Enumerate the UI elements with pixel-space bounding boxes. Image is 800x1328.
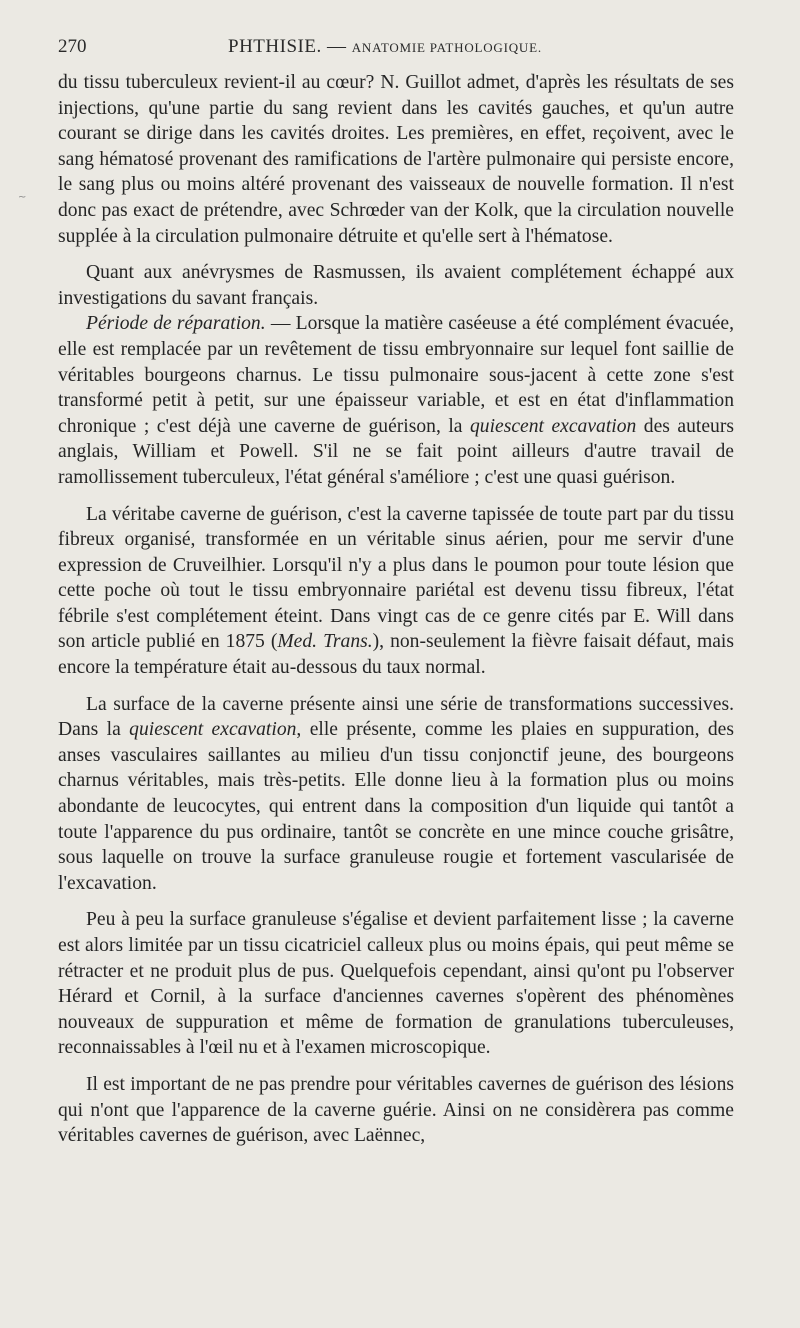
- emphasis-quiescent-excavation: quiescent excavation: [469, 415, 637, 437]
- paragraph-important: Il est important de ne pas prendre pour véritables cavernes de guérison des lésions qui n'ont que l'apparence de la caverne guérie. Ainsi on ne considèrera pas comme véritables cavernes de guérison, avec Laënnec,: [58, 1073, 734, 1147]
- paragraph-surface: [58, 692, 734, 897]
- paragraph-caverne-guerison: [58, 502, 734, 681]
- paragraph-caverne-text-a: La véritabe caverne de guérison, c'est la caverne tapissée de toute part par du tissu fibreux organisé, transformée en un véritable sinus aérien, pour me servir d'une expression de Cruveilhier. Lorsqu'il n'y a plus dans le poumon pour toute lésion que cette poche où tout le tissu embryonnaire pariétal est devenu tissu fibreux, l'état fébrile s'est complétement éteint. Dans vingt cas de ce genre cités par E. Will dans son article publié en 1875 (: [58, 503, 734, 653]
- page-number: 270: [58, 36, 87, 57]
- paragraph-surface-text-b: , elle présente, comme les plaies en suppuration, des anses vasculaires saillantes au milieu d'un tissu conjonctif jeune, des bourgeons charnus véritables, mais très-petits. Elle donne lieu à la formation plus ou moins abondante de leucocytes, qui entrent dans la composition d'un liquide qui tantôt a toute l'apparence du pus ordinaire, tantôt se concrète en une mince couche grisâtre, sous laquelle on trouve la surface granuleuse rougie et fortement vascularisée de l'excavation.: [58, 719, 734, 894]
- margin-speck: ~: [18, 192, 27, 203]
- running-header: [58, 36, 738, 62]
- emphasis-quiescent-excavation-2: quiescent excavation: [129, 719, 297, 741]
- running-title: [228, 36, 542, 58]
- paragraph-reparation-text-b: des auteurs anglais, William et Powell. S'il ne se fait point ailleurs d'autre travail de ramollissement tuberculeux, l'état général s'améliore ; c'est une quasi guérison.: [58, 415, 734, 488]
- paragraph-rasmussen: Quant aux anévrysmes de Rasmussen, ils avaient complétement échappé aux investigations du savant français.: [58, 262, 734, 309]
- emphasis-med-trans: Med. Trans.: [277, 631, 373, 653]
- paragraph-surface-text-a: La surface de la caverne présente ainsi une série de transformations successives. Dans la: [58, 693, 734, 741]
- paragraph-continued: du tissu tuberculeux revient-il au cœur? N. Guillot admet, d'après les résultats de ses injections, qu'une partie du sang revient dans les cavités gauches, et qu'un autre courant se dirige dans les cavités droites. Les premières, en effet, reçoivent, avec le sang hématosé provenant des ramifications de l'artère pulmonaire qui persiste encore, le sang plus ou moins altéré provenant des vaisseaux de nouvelle formation. Il n'est donc pas exact de prétendre, avec Schrœder van der Kolk, que la circulation nouvelle supplée à la circulation pulmonaire détruite et qu'elle sert à l'hématose.: [58, 72, 734, 247]
- paragraph-caverne-text-b: ), non-seulement la fièvre faisait défaut, mais encore la température était au-dessous du taux normal.: [58, 631, 734, 679]
- section-title: Période de réparation.: [86, 313, 266, 335]
- paragraph-reparation-text-a: — Lorsque la matière caséeuse a été complément évacuée, elle est remplacée par un revêtement de tissu embryonnaire sur lequel font saillie de véritables bourgeons charnus. Le tissu pulmonaire sous-jacent à cette zone s'est transformé petit à petit, sur une épaisseur variable, et est en état d'inflammation chronique ; c'est déjà une caverne de guérison, la: [58, 313, 734, 437]
- paragraph-reparation: [58, 311, 734, 490]
- paragraph-peu-a-peu: Peu à peu la surface granuleuse s'égalise et devient parfaitement lisse ; la caverne est alors limitée par un tissu cicatriciel calleux plus ou moins épais, qui peut même se rétracter et ne produit plus de pus. Quelquefois cependant, ainsi qu'ont pu l'observer Hérard et Cornil, à la surface d'anciennes cavernes s'opèrent des phénomènes nouveaux de suppuration et même de formation de granulations tuberculeuses, reconnaissables à l'œil nu et à l'examen microscopique.: [58, 909, 734, 1059]
- body-text: [58, 70, 734, 1149]
- running-title-sub: ANATOMIE PATHOLOGIQUE.: [351, 40, 542, 55]
- running-title-main: PHTHISIE. —: [228, 36, 347, 57]
